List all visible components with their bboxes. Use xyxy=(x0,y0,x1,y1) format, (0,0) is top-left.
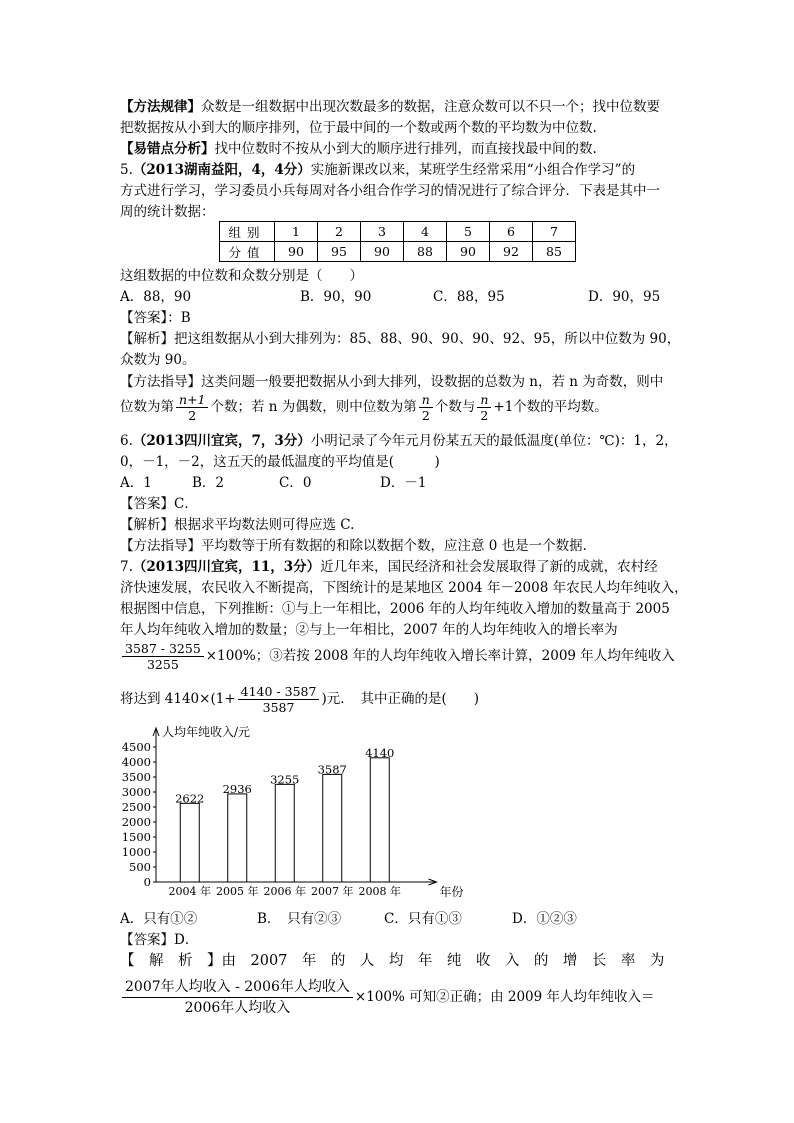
table-cell: 6 xyxy=(490,222,533,242)
q5-guide-2 xyxy=(120,392,608,423)
fraction xyxy=(477,392,491,423)
method-rule-line-1 xyxy=(120,97,660,117)
guide-text: 个数与 xyxy=(434,399,476,415)
bar-value-label: 3587 xyxy=(317,762,347,777)
y-tick-label: 0 xyxy=(143,875,151,889)
table-cell: 5 xyxy=(447,222,490,242)
q7-line-1 xyxy=(120,557,658,577)
q5-line-1 xyxy=(120,160,635,180)
q7-line-4: 年人均年纯收入增加的数量；②与上一年相比，2007 年的人均年纯收入的增长率为 xyxy=(120,622,618,638)
q6-source: （2013四川宜宾，7，3分） xyxy=(132,433,311,449)
q5-analysis-2: 众数为 90。 xyxy=(120,352,196,368)
q7-option-d: D．①②③ xyxy=(512,911,577,927)
q7-analysis-2 xyxy=(120,975,655,1019)
bar xyxy=(228,794,247,882)
table-cell: 3 xyxy=(361,222,404,242)
q7-option-c: C．只有①③ xyxy=(384,911,462,927)
method-rule-text: 众数是一组数据中出现次数最多的数据，注意众数可以不只一个；找中位数要 xyxy=(201,99,660,115)
q6-line-1 xyxy=(120,431,678,451)
fraction-num: n xyxy=(419,392,433,408)
fraction-den: 3587 xyxy=(262,700,295,715)
fraction-den: 2 xyxy=(188,408,197,423)
fraction xyxy=(122,977,353,1018)
table-cell: 1 xyxy=(275,222,318,242)
fraction-den: 2 xyxy=(421,408,430,423)
fraction-num: 3587 - 3255 xyxy=(122,641,204,657)
y-tick-label: 1000 xyxy=(121,845,151,859)
guide-text: 个数；若 n 为偶数，则中位数为第 xyxy=(210,399,417,415)
bar-value-label: 2622 xyxy=(175,791,205,806)
fraction-num: n+1 xyxy=(176,392,208,408)
fraction xyxy=(419,392,433,423)
q7-analysis-text-2: ×100% 可知②正确；由 2009 年人均年纯收入＝ xyxy=(354,989,655,1005)
q6-guide: 【方法指导】平均数等于所有数据的和除以数据个数，应注意 0 也是一个数据. xyxy=(120,538,587,554)
q7-text-1: 近几年来，国民经济和社会发展取得了新的成就，农村经 xyxy=(320,559,658,575)
q5-line-3: 周的统计数据： xyxy=(120,204,215,220)
y-tick-label: 4000 xyxy=(121,755,151,769)
y-tick-label: 1500 xyxy=(121,830,151,844)
fraction-num: 2007年人均收入 - 2006年人均收入 xyxy=(122,977,353,998)
table-cell: 7 xyxy=(533,222,576,242)
fraction-den: 3255 xyxy=(146,657,179,672)
income-bar-chart xyxy=(110,722,464,902)
q6-analysis: 【解析】根据求平均数法则可得应选 C. xyxy=(120,517,355,533)
q5-source: （2013湖南益阳，4，4分） xyxy=(132,162,311,178)
guide-text: +1个数的平均数。 xyxy=(493,399,608,415)
q6-number: 6. xyxy=(120,433,133,449)
y-tick-label: 500 xyxy=(129,860,151,874)
q6-text-1: 小明记录了今年元月份某五天的最低温度(单位：℃)：1，2， xyxy=(310,433,678,449)
fraction-den: 2006年人均收入 xyxy=(184,1000,291,1016)
q5-option-b: B．90，90 xyxy=(300,289,372,305)
q6-option-a: A．1 xyxy=(120,475,152,491)
bar-value-label: 2936 xyxy=(222,781,252,796)
x-tick-label: 2006 年 xyxy=(263,885,306,898)
q5-option-a: A．88，90 xyxy=(120,289,192,305)
q7-number: 7. xyxy=(120,559,133,575)
q5-answer: 【答案】：B xyxy=(120,310,191,326)
error-analysis-text: 找中位数时不按从小到大的顺序进行排列，而直接找最中间的数. xyxy=(214,141,597,157)
fraction xyxy=(176,392,208,423)
x-tick-label: 2005 年 xyxy=(216,885,259,898)
q7-option-b: B． 只有②③ xyxy=(257,911,342,927)
q7-text-5: ×100%；③若按 2008 年的人均年纯收入增长率计算，2009 年人均年纯收入 xyxy=(205,648,675,664)
q5-text-1: 实施新课改以来，某班学生经常采用“小组合作学习”的 xyxy=(310,162,636,178)
table-cell: 85 xyxy=(533,242,576,262)
bar xyxy=(323,774,342,882)
method-rule-tag: 【方法规律】 xyxy=(120,99,201,115)
y-tick-label: 3500 xyxy=(121,770,151,784)
fraction xyxy=(238,684,320,715)
q6-line-2: 0，－1，－2，这五天的最低温度的平均值是( ) xyxy=(120,454,440,470)
table-cell: 90 xyxy=(361,242,404,262)
y-tick-label: 2000 xyxy=(121,815,151,829)
guide-text: 位数为第 xyxy=(120,399,174,415)
q7-option-a: A．只有①② xyxy=(120,911,198,927)
y-tick-label: 4500 xyxy=(121,740,151,754)
table-row-groups xyxy=(220,222,576,242)
fraction xyxy=(122,641,204,672)
q5-analysis-1: 【解析】把这组数据从小到大排列为：85、88、90、90、90、92、95，所以中位数为 90， xyxy=(120,331,681,347)
q7-text-6b: )元． 其中正确的是( ) xyxy=(321,691,479,707)
q5-number: 5. xyxy=(120,162,133,178)
fraction-num: 4140 - 3587 xyxy=(238,684,320,700)
method-rule-line-2: 把数据按从小到大的顺序排列，位于最中间的一个数或两个数的平均数为中位数. xyxy=(120,120,597,136)
q5-stem: 这组数据的中位数和众数分别是（ ） xyxy=(120,268,363,284)
table-head-score: 分值 xyxy=(220,242,275,262)
q5-line-2: 方式进行学习，学习委员小兵每周对各小组合作学习的情况进行了综合评分．下表是其中一 xyxy=(120,183,660,199)
fraction-num: n xyxy=(477,392,491,408)
table-cell: 90 xyxy=(275,242,318,262)
q6-option-d: D．－1 xyxy=(380,475,427,491)
y-tick-label: 2500 xyxy=(121,800,151,814)
table-cell: 92 xyxy=(490,242,533,262)
q7-analysis-1: 【 解 析 】由 2007 年 的 人 均 年 纯 收 入 的 增 长 率 为 xyxy=(120,953,665,969)
q6-answer: 【答案】C． xyxy=(120,496,198,512)
q7-line-3: 根据图中信息，下列推断：①与上一年相比，2006 年的人均年纯收入增加的数量高于 2005 xyxy=(120,601,670,617)
q6-option-c: C．0 xyxy=(279,475,312,491)
fraction-den: 2 xyxy=(480,408,489,423)
bar xyxy=(180,803,199,882)
q5-option-c: C．88，95 xyxy=(433,289,505,305)
y-tick-label: 3000 xyxy=(121,785,151,799)
bar-value-label: 3255 xyxy=(270,772,300,787)
table-cell: 95 xyxy=(318,242,361,262)
table-head-group: 组别 xyxy=(220,222,275,242)
table-cell: 90 xyxy=(447,242,490,262)
table-row-scores xyxy=(220,242,576,262)
q7-line-6 xyxy=(120,681,479,717)
y-axis-label: 人均年纯收入/元 xyxy=(162,725,251,739)
table-cell: 4 xyxy=(404,222,447,242)
table-cell: 2 xyxy=(318,222,361,242)
q5-guide-1: 【方法指导】这类问题一般要把数据从小到大排列，设数据的总数为 n，若 n 为奇数，则中 xyxy=(120,374,664,390)
q7-line-5 xyxy=(120,638,675,674)
x-axis-label: 年份 xyxy=(439,885,464,899)
bar xyxy=(370,758,389,882)
error-analysis-line xyxy=(120,139,597,159)
x-tick-label: 2007 年 xyxy=(311,885,354,898)
q5-option-d: D．90，95 xyxy=(588,289,661,305)
q7-line-2: 济快速发展，农民收入不断提高，下图统计的是某地区 2004 年－2008 年农民人均年纯收入， xyxy=(120,580,688,596)
error-analysis-tag: 【易错点分析】 xyxy=(120,141,215,157)
q5-score-table xyxy=(219,221,576,262)
bar xyxy=(275,784,294,882)
q7-source: （2013四川宜宾，11，3分） xyxy=(132,559,321,575)
q6-option-b: B．2 xyxy=(192,475,225,491)
bar-value-label: 4140 xyxy=(365,745,395,760)
x-tick-label: 2004 年 xyxy=(168,885,211,898)
q7-answer: 【答案】D． xyxy=(120,932,199,948)
q7-text-6a: 将达到 4140×(1+ xyxy=(120,691,236,707)
table-cell: 88 xyxy=(404,242,447,262)
x-tick-label: 2008 年 xyxy=(358,885,401,898)
